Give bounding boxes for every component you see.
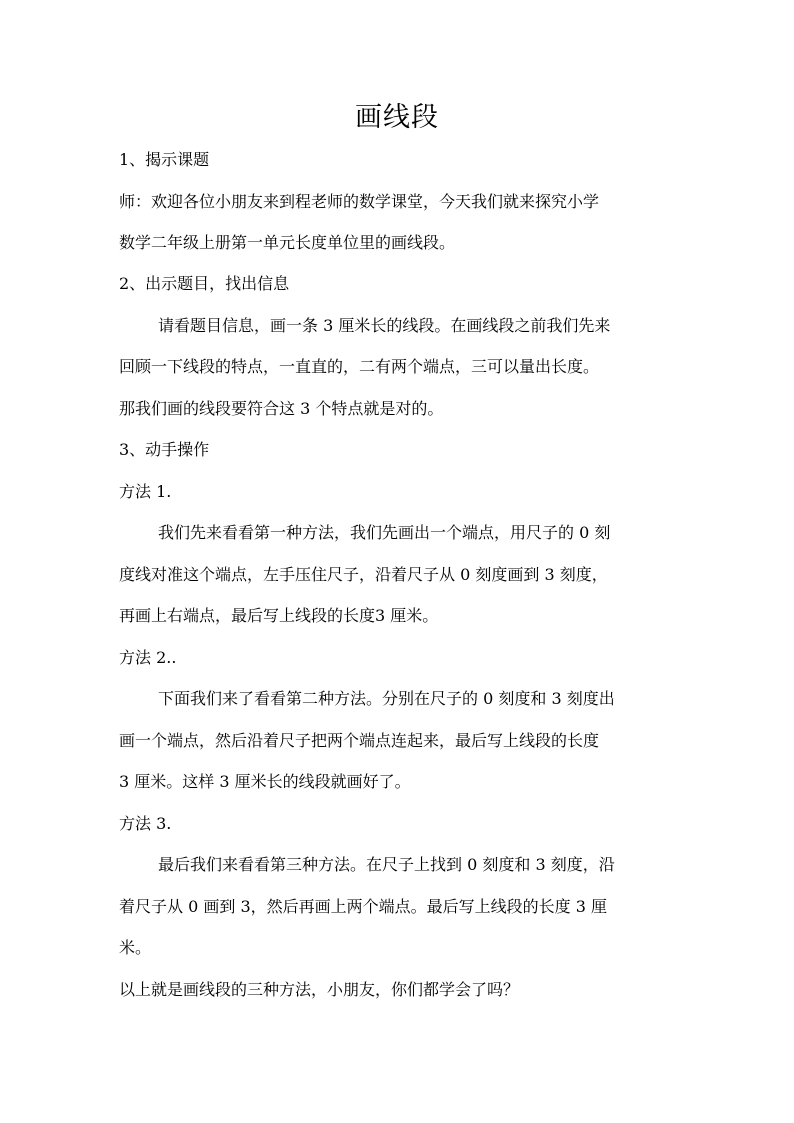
section3-heading: 3、动手操作 <box>119 440 210 459</box>
method3-line-1: 最后我们来看看第三种方法。在尺子上找到 0 刻度和 3 刻度，沿 <box>158 855 615 874</box>
method1-line-3: 再画上右端点，最后写上线段的长度3 厘米。 <box>119 606 439 625</box>
section1-paragraph-line-2: 数学二年级上册第一单元长度单位里的画线段。 <box>119 233 456 252</box>
section1-paragraph-line-1: 师：欢迎各位小朋友来到程老师的数学课堂，今天我们就来探究小学 <box>119 192 600 211</box>
section2-paragraph-line-3: 那我们画的线段要符合这 3 个特点就是对的。 <box>119 399 444 418</box>
section2-heading: 2、出示题目，找出信息 <box>119 274 290 293</box>
method2-line-1: 下面我们来了看看第二种方法。分别在尺子的 0 刻度和 3 刻度出 <box>158 689 615 708</box>
page-title: 画线段 <box>355 102 439 133</box>
section2-paragraph-line-2: 回顾一下线段的特点，一直直的，二有两个端点，三可以量出长度。 <box>119 357 600 376</box>
method2-line-2: 画一个端点，然后沿着尺子把两个端点连起来，最后写上线段的长度 <box>119 731 600 750</box>
method1-line-2: 度线对准这个端点，左手压住尺子，沿着尺子从 0 刻度画到 3 刻度， <box>119 565 608 584</box>
closing-sentence: 以上就是画线段的三种方法，小朋友，你们都学会了吗？ <box>119 980 520 999</box>
method3-line-3: 米。 <box>119 938 152 957</box>
section2-paragraph-line-1: 请看题目信息，画一条 3 厘米长的线段。在画线段之前我们先来 <box>158 316 611 335</box>
section1-heading: 1、揭示课题 <box>119 150 210 169</box>
method1-heading: 方法 1. <box>119 482 172 501</box>
method2-line-3: 3 厘米。这样 3 厘米长的线段就画好了。 <box>119 772 411 791</box>
method1-line-1: 我们先来看看第一种方法，我们先画出一个端点，用尺子的 0 刻 <box>158 523 611 542</box>
method3-heading: 方法 3. <box>119 814 172 833</box>
method3-line-2: 着尺子从 0 画到 3，然后再画上两个端点。最后写上线段的长度 3 厘 <box>119 897 607 916</box>
method2-heading: 方法 2.. <box>119 648 177 667</box>
